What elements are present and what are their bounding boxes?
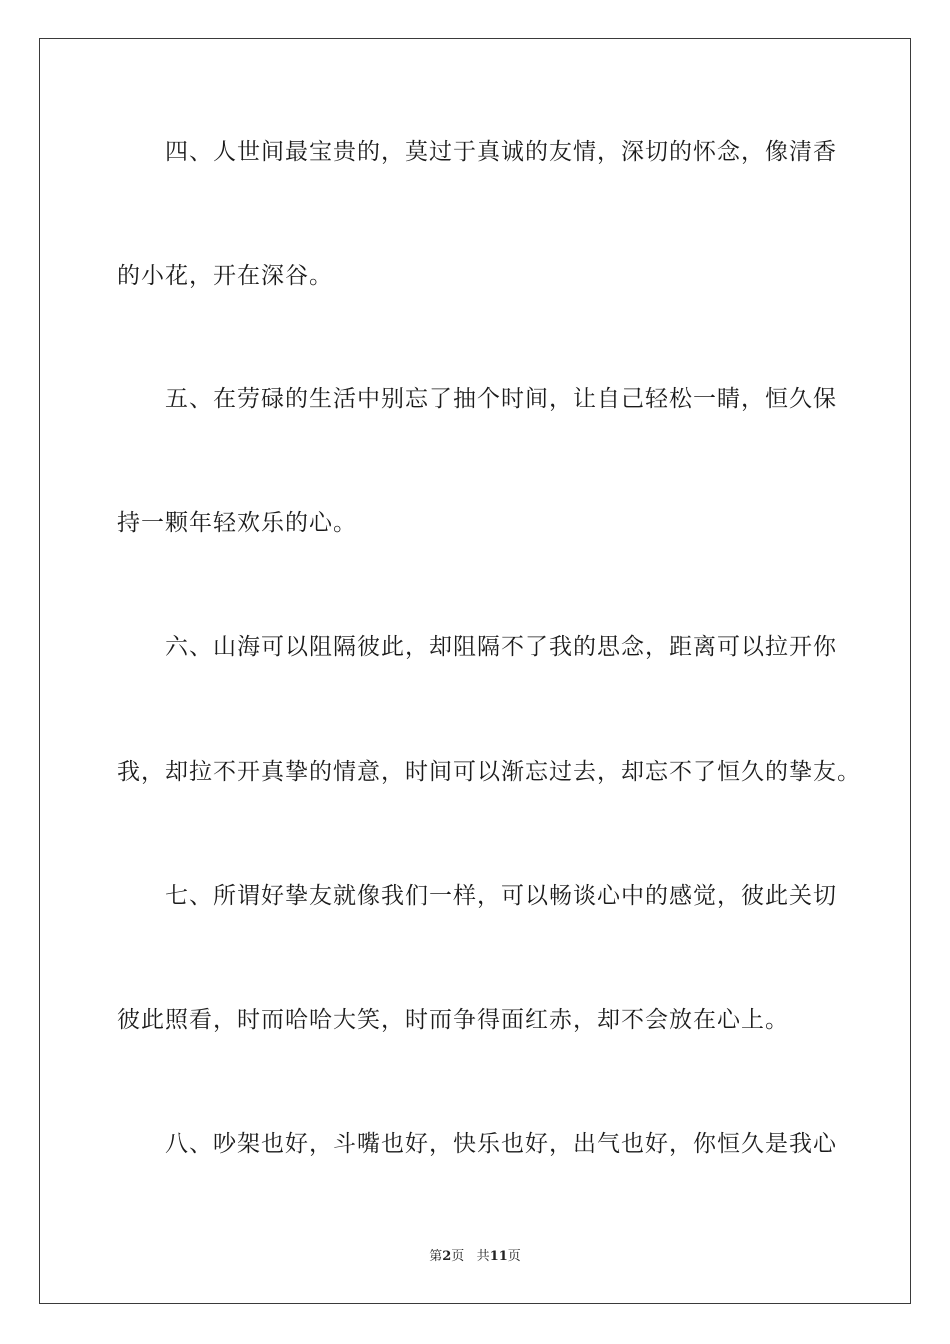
paragraph-line: 八、吵架也好，斗嘴也好，快乐也好，出气也好，你恒久是我心 [165,1131,837,1157]
footer-total-number: 11 [489,1249,508,1264]
paragraph-line: 的小花，开在深谷。 [117,263,333,289]
paragraph-line: 彼此照看，时而哈哈大笑，时而争得面红赤，却不会放在心上。 [117,1007,789,1033]
page-footer [0,1248,950,1266]
paragraph-line: 四、人世间最宝贵的，莫过于真诚的友情，深切的怀念，像清香 [165,139,837,165]
footer-total-prefix: 共 [476,1249,490,1264]
footer-total-suffix: 页 [507,1249,521,1264]
paragraph-line: 五、在劳碌的生活中别忘了抽个时间，让自己轻松一睛，恒久保 [165,386,837,412]
paragraph-line: 六、山海可以阻隔彼此，却阻隔不了我的思念，距离可以拉开你 [165,634,837,660]
page-border [39,38,911,1304]
footer-page-suffix: 页 [451,1249,465,1264]
paragraph-line: 持一颗年轻欢乐的心。 [117,510,357,536]
paragraph-line: 我，却拉不开真挚的情意，时间可以渐忘过去，却忘不了恒久的挚友。 [117,759,861,785]
paragraph-line: 七、所谓好挚友就像我们一样，可以畅谈心中的感觉，彼此关切 [165,883,837,909]
footer-page-number: 2 [442,1249,452,1264]
footer-page-prefix: 第 [429,1249,443,1264]
